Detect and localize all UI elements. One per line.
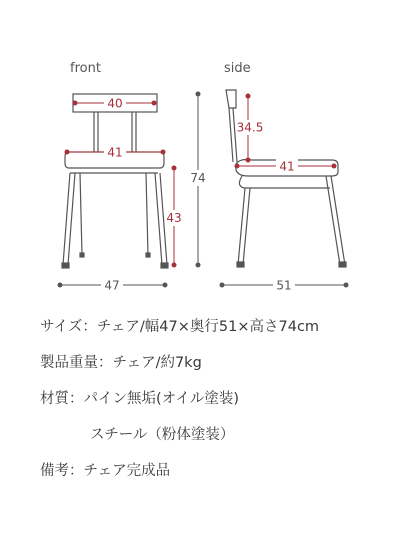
dim-seat-height-label: 43	[166, 211, 182, 225]
side-seat-frame	[239, 176, 330, 188]
front-back-leg-left	[80, 173, 82, 255]
side-chair-drawing	[226, 90, 346, 267]
front-back-leg-right	[146, 173, 148, 255]
front-foot-right	[161, 263, 168, 268]
side-view-label: side	[224, 61, 251, 76]
front-foot-left	[62, 263, 69, 268]
dim-seat-width	[65, 145, 166, 160]
spec-size: サイズ：チェア/幅47×奥行51×高さ74cm	[40, 319, 320, 335]
spec-material: 材質：パイン無垢(オイル塗装)	[40, 391, 240, 407]
spec-material-steel: スチール（粉体塗装）	[90, 427, 235, 443]
dim-seat-depth-label: 41	[279, 159, 295, 174]
dim-back-width	[73, 96, 157, 111]
dim-total-depth-label: 51	[276, 278, 292, 293]
front-chair-drawing	[62, 94, 168, 268]
side-back-post	[229, 108, 233, 162]
dim-total-height-label: 74	[190, 171, 206, 185]
dim-total-depth	[220, 278, 349, 293]
spec-notes: 備考：チェア完成品	[40, 463, 171, 479]
side-backrest	[226, 90, 236, 108]
front-view-label: front	[70, 61, 101, 76]
spec-list	[40, 318, 410, 498]
spec-weight: 製品重量：チェア/約7kg	[40, 355, 202, 371]
dim-total-height	[190, 92, 206, 268]
dim-back-height	[236, 94, 264, 163]
dim-back-height-label: 34.5	[236, 120, 264, 135]
dim-seat-height	[166, 166, 182, 268]
dim-total-width	[58, 278, 168, 293]
dim-seat-width-label: 41	[107, 145, 123, 160]
dim-total-width-label: 47	[104, 278, 120, 293]
dim-back-width-label: 40	[107, 96, 123, 111]
